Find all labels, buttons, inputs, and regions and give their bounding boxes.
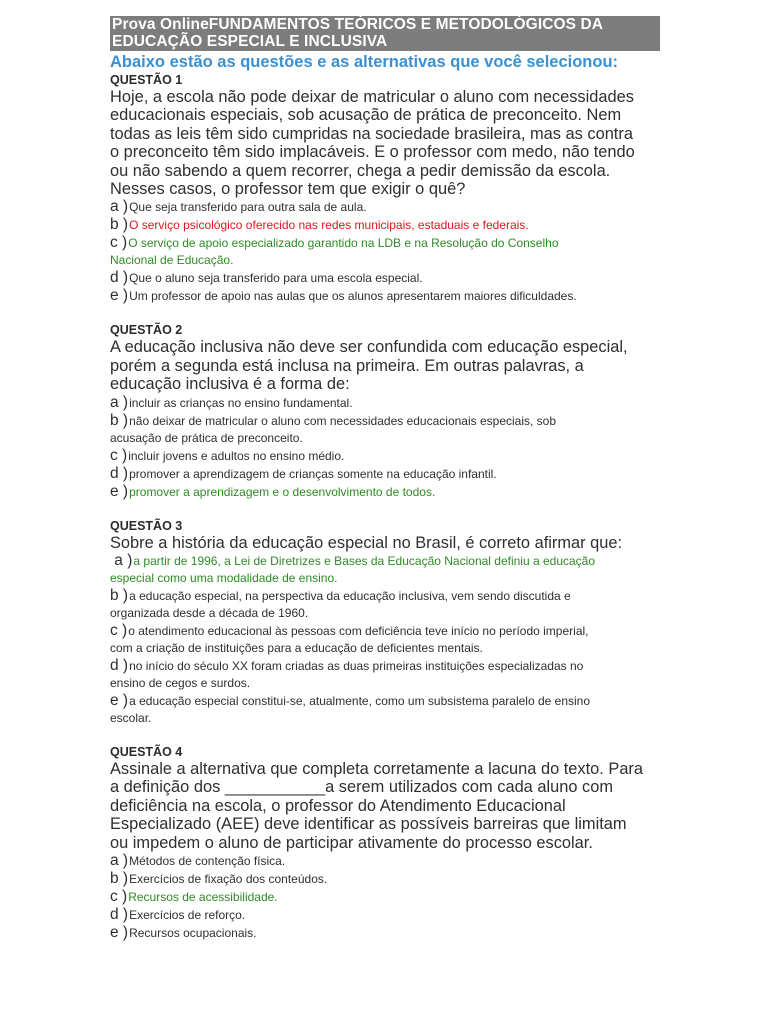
option-a: a )incluir as crianças no ensino fundamental. [110, 393, 353, 411]
question-title: QUESTÃO 1 [110, 73, 183, 87]
question-line: Sobre a história da educação especial no Brasil, é correto afirmar que: [110, 533, 623, 552]
question-line: Nesses casos, o professor tem que exigir o quê? [110, 180, 466, 199]
option-e-correct: e )promover a aprendizagem e o desenvolvimento de todos. [110, 482, 436, 500]
question-text [110, 338, 660, 393]
option-e: e )Recursos ocupacionais. [110, 924, 257, 942]
option-d: d )promover a aprendizagem de crianças somente na educação infantil. [110, 464, 497, 482]
option-d: d )no início do século XX foram criadas as duas primeiras instituições especializadas no ensino de cegos e surdos. [110, 657, 584, 691]
question-line: ou impedem o aluno de participar ativamente do processo escolar. [110, 833, 593, 852]
question-text [110, 88, 660, 198]
header-line-1: Prova OnlineFUNDAMENTOS TEÓRICOS E METODOLÓGICOS DA [112, 16, 604, 33]
question-line: Especializado (AEE) deve identificar as possíveis barreiras que limitam [110, 815, 627, 834]
question-line: o preconceito têm sido implacáveis. E o professor com medo, não tendo [110, 143, 635, 162]
document-header [110, 16, 660, 51]
option-a: a )Que seja transferido para outra sala de aula. [110, 198, 367, 216]
option-c: c )o atendimento educacional às pessoas com deficiência teve início no período imperial, com a criação de instituições para a educação de deficientes mentais. [110, 622, 589, 656]
question-line: Hoje, a escola não pode deixar de matricular o aluno com necessidades [110, 88, 634, 106]
option-b: b )Exercícios de fixação dos conteúdos. [110, 870, 328, 888]
option-b-selected-wrong: b )O serviço psicológico oferecido nas redes municipais, estaduais e federais. [110, 216, 529, 234]
question-line: Assinale a alternativa que completa corretamente a lacuna do texto. Para [110, 760, 644, 779]
question-line: educacionais especiais, sob acusação de prática de preconceito. Nem [110, 106, 622, 125]
option-d: d )Exercícios de reforço. [110, 906, 246, 924]
question-text [110, 534, 660, 552]
question-title: QUESTÃO 2 [110, 323, 183, 338]
question-line: todas as leis têm sido cumpridas na sociedade brasileira, mas as contra [110, 124, 633, 143]
question-line: a definição dos ___________a serem utilizados com cada aluno com [110, 778, 613, 797]
question-1 [110, 72, 660, 305]
question-line: ou não sabendo a quem recorrer, chega a pedir demissão da escola. [110, 161, 611, 180]
option-c-correct: c )O serviço de apoio especializado garantido na LDB e na Resolução do Conselho Nacional de Educação. [110, 234, 559, 268]
question-3 [110, 518, 660, 727]
document-page [110, 16, 660, 942]
option-a-correct: a )a partir de 1996, a Lei de Diretrizes e Bases da Educação Nacional definiu a educação especial como uma modalidade de ensino. [110, 552, 596, 586]
option-c: c )incluir jovens e adultos no ensino médio. [110, 446, 345, 464]
question-4 [110, 744, 660, 942]
question-line: educação inclusiva é a forma de: [110, 375, 350, 394]
option-a: a )Métodos de contenção física. [110, 852, 286, 870]
option-b: b )a educação especial, na perspectiva da educação inclusiva, vem sendo discutida e organizada desde a década de 1960. [110, 587, 571, 621]
question-text [110, 760, 660, 852]
question-line: A educação inclusiva não deve ser confundida com educação especial, [110, 338, 628, 357]
question-title: QUESTÃO 4 [110, 745, 183, 760]
header-line-2: EDUCAÇÃO ESPECIAL E INCLUSIVA [112, 33, 388, 50]
subtitle: Abaixo estão as questões e as alternativas que você selecionou: [110, 53, 619, 71]
question-line: deficiência na escola, o professor do Atendimento Educacional [110, 796, 566, 815]
option-b: b )não deixar de matricular o aluno com necessidades educacionais especiais, sob acusação de prática de preconceito. [110, 411, 557, 445]
option-e: e )Um professor de apoio nas aulas que os alunos apresentarem maiores dificuldades. [110, 287, 577, 305]
question-title: QUESTÃO 3 [110, 518, 183, 533]
option-c-correct: c )Recursos de acessibilidade. [110, 888, 278, 906]
option-e: e )a educação especial constitui-se, atualmente, como um subsistema paralelo de ensino escolar. [110, 692, 591, 726]
option-d: d )Que o aluno seja transferido para uma escola especial. [110, 269, 423, 287]
question-2 [110, 322, 660, 500]
question-line: porém a segunda está inclusa na primeira. Em outras palavras, a [110, 356, 584, 375]
